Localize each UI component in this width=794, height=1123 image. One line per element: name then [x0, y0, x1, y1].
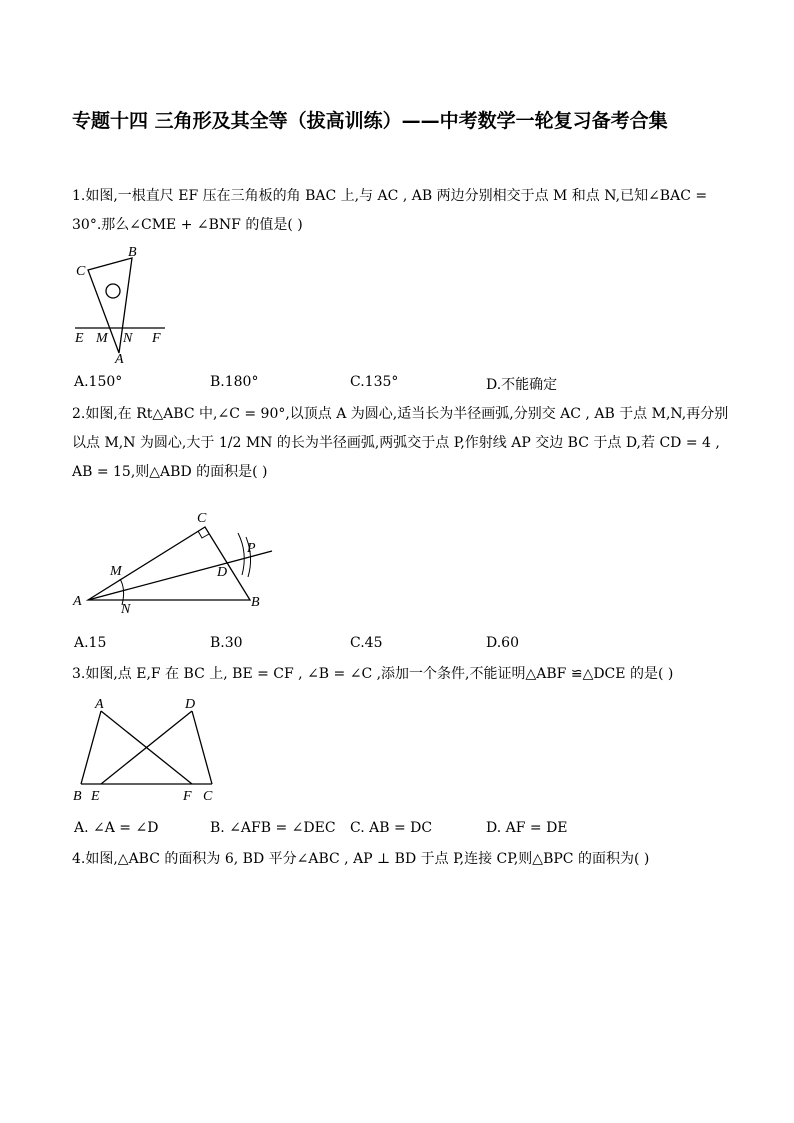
- label-C: C: [203, 789, 213, 804]
- question-3-figure: [70, 693, 230, 808]
- label-N: N: [123, 331, 133, 346]
- label-C: C: [197, 511, 207, 526]
- q3-option-c[interactable]: C. AB = DC: [350, 820, 433, 836]
- q1-option-c[interactable]: C.135°: [350, 374, 399, 390]
- label-E: E: [91, 789, 100, 804]
- question-3-stem: 3.如图,点 E,F 在 BC 上, BE = CF , ∠B = ∠C ,添加一个条件,不能证明△ABF ≌△DCE 的是( ): [72, 666, 674, 682]
- label-M: M: [96, 331, 108, 346]
- segment-DC: [192, 711, 212, 784]
- q1-option-d[interactable]: D.不能确定: [486, 377, 558, 393]
- label-M: M: [110, 564, 122, 579]
- question-1-figure: [70, 240, 180, 365]
- page-title: 专题十四 三角形及其全等（拔高训练）——中考数学一轮复习备考合集: [72, 110, 668, 132]
- label-B: B: [73, 789, 82, 804]
- question-4-stem: 4.如图,△ABC 的面积为 6, BD 平分∠ABC , AP ⊥ BD 于点 P,连接 CP,则△BPC 的面积为( ): [72, 851, 650, 867]
- q3-option-d[interactable]: D. AF = DE: [486, 820, 568, 836]
- q2-option-a[interactable]: A.15: [74, 635, 107, 651]
- q2-option-c[interactable]: C.45: [350, 635, 383, 651]
- question-2-figure: [70, 505, 290, 620]
- q1-option-b[interactable]: B.180°: [210, 374, 259, 390]
- label-A: A: [73, 594, 82, 609]
- q2-option-d[interactable]: D.60: [486, 635, 519, 651]
- label-D: D: [217, 565, 228, 580]
- label-A: A: [115, 352, 124, 365]
- q3-option-b[interactable]: B. ∠AFB = ∠DEC: [210, 820, 336, 836]
- label-F: F: [183, 789, 192, 804]
- label-N: N: [121, 602, 131, 617]
- label-E: E: [75, 331, 84, 346]
- segment-AB: [81, 711, 101, 784]
- label-C: C: [76, 264, 86, 279]
- label-D: D: [185, 697, 196, 712]
- ruler-hole: [106, 284, 120, 298]
- question-2-stem: 2.如图,在 Rt△ABC 中,∠C = 90°,以顶点 A 为圆心,适当长为半径画弧,分别交 AC , AB 于点 M,N,再分别以点 M,N 为圆心,大于 1/2 MN 的长为半径画弧,两弧交于点 P,作射线 AP 交边 BC 于点 D,若 CD = 4 , AB = 15,则△ABD 的面积是( ): [72, 406, 729, 480]
- q2-option-b[interactable]: B.30: [210, 635, 243, 651]
- q1-option-a[interactable]: A.150°: [74, 374, 123, 390]
- arc-P1: [238, 533, 244, 575]
- label-P: P: [247, 541, 256, 556]
- label-B: B: [251, 595, 260, 610]
- label-B: B: [128, 245, 137, 260]
- label-A: A: [95, 697, 104, 712]
- question-1-stem: 1.如图,一根直尺 EF 压在三角板的角 BAC 上,与 AC , AB 两边分别相交于点 M 和点 N,已知∠BAC = 30°.那么∠CME + ∠BNF 的值是( ): [72, 188, 708, 233]
- q3-option-a[interactable]: A. ∠A = ∠D: [74, 820, 159, 836]
- label-F: F: [152, 331, 161, 346]
